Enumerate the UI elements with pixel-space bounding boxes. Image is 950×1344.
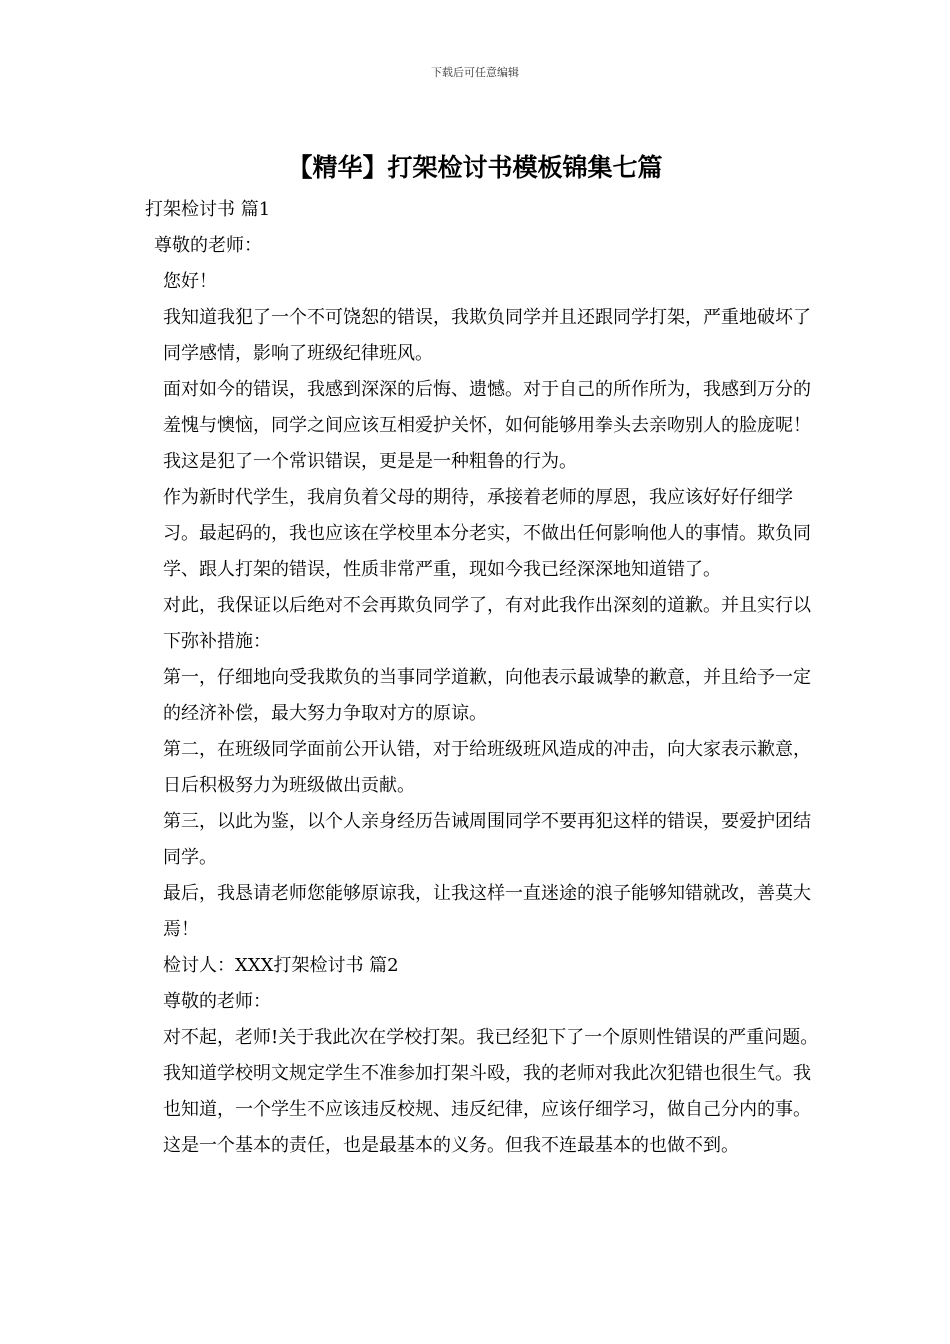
body-paragraph: 第二，在班级同学面前公开认错，对于给班级班风造成的冲击，向大家表示歉意，日后积极努力为班级做出贡献。 — [163, 739, 811, 796]
page-header-note: 下载后可任意编辑 — [431, 66, 519, 79]
body-paragraph: 第三，以此为鉴，以个人亲身经历告诫周围同学不要再犯这样的错误，要爱护团结同学。 — [163, 811, 811, 868]
body-paragraph: 对此，我保证以后绝对不会再欺负同学了，有对此我作出深刻的道歉。并且实行以下弥补措施： — [163, 595, 811, 652]
greeting: 您好！ — [163, 271, 217, 292]
section-heading: 打架检讨书 篇1 — [145, 199, 271, 220]
signature-and-section-heading: 检讨人：XXX打架检讨书 篇2 — [163, 955, 399, 976]
salutation: 尊敬的老师： — [154, 235, 262, 256]
document-title: 【精华】打架检讨书模板锦集七篇 — [287, 153, 663, 182]
body-paragraph: 第一，仔细地向受我欺负的当事同学道歉，向他表示最诚挚的歉意，并且给予一定的经济补偿，最大努力争取对方的原谅。 — [163, 667, 811, 724]
body-paragraph: 作为新时代学生，我肩负着父母的期待，承接着老师的厚恩，我应该好好仔细学习。最起码的，我也应该在学校里本分老实，不做出任何影响他人的事情。欺负同学、跟人打架的错误，性质非常严重，现如今我已经深深地知道错了。 — [163, 487, 811, 580]
body-paragraph: 最后，我恳请老师您能够原谅我，让我这样一直迷途的浪子能够知错就改，善莫大焉！ — [163, 883, 811, 940]
document-body — [145, 192, 825, 1164]
salutation: 尊敬的老师： — [163, 991, 271, 1012]
body-paragraph: 面对如今的错误，我感到深深的后悔、遗憾。对于自己的所作所为，我感到万分的羞愧与懊恼，同学之间应该互相爱护关怀，如何能够用拳头去亲吻别人的脸庞呢！我这是犯了一个常识错误，更是是一种粗鲁的行为。 — [163, 379, 811, 472]
body-paragraph: 对不起，老师!关于我此次在学校打架。我已经犯下了一个原则性错误的严重问题。我知道学校明文规定学生不准参加打架斗殴，我的老师对我此次犯错也很生气。我也知道，一个学生不应该违反校规、违反纪律，应该仔细学习，做自己分内的事。这是一个基本的责任，也是最基本的义务。但我不连最基本的也做不到。 — [163, 1027, 819, 1156]
body-paragraph: 我知道我犯了一个不可饶恕的错误，我欺负同学并且还跟同学打架，严重地破坏了同学感情，影响了班级纪律班风。 — [163, 307, 811, 364]
